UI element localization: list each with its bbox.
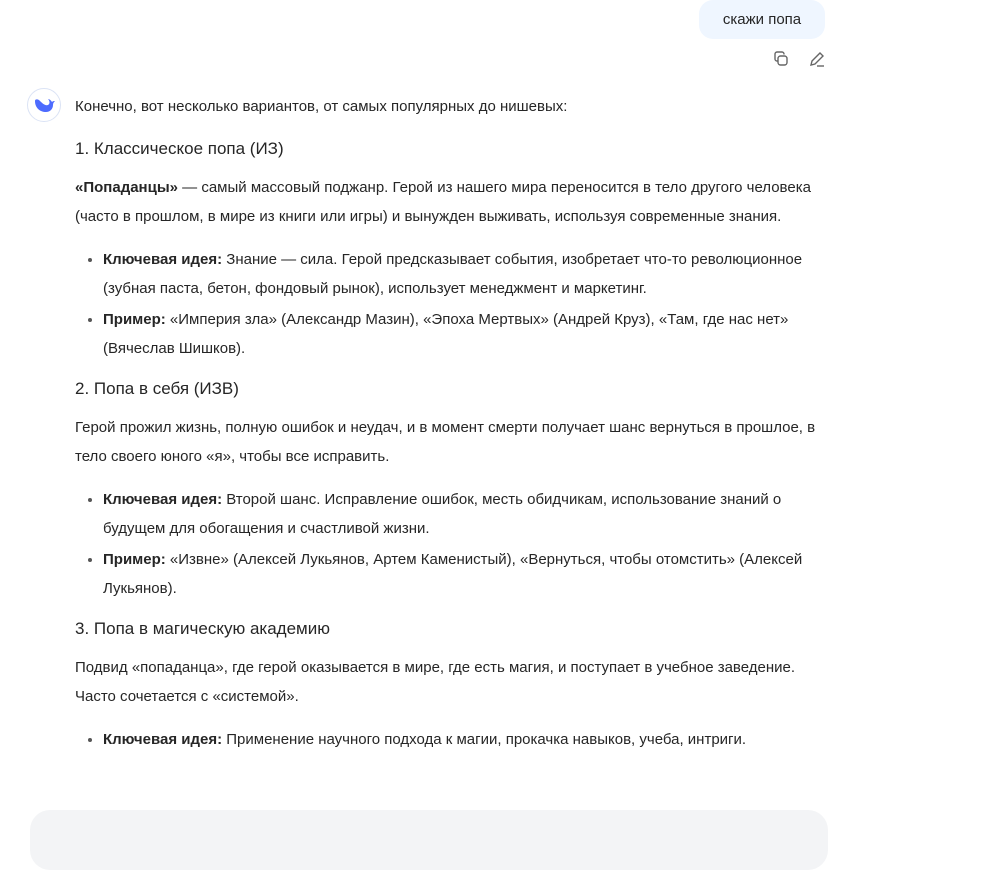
bullet-label: Пример:	[103, 311, 166, 328]
message-actions	[770, 48, 828, 70]
bullet-label: Пример:	[103, 551, 166, 568]
whale-logo-icon	[33, 96, 55, 114]
bullet-text: Знание — сила. Герой предсказывает события, изобретает что-то революционное (зубная паста, бетон, фондовый рынок), использует менеджмент и маркетинг.	[103, 251, 803, 297]
user-message-bubble	[699, 0, 825, 39]
bullet-label: Ключевая идея:	[103, 251, 223, 268]
bullet-label: Ключевая идея:	[103, 731, 223, 748]
section-bullets	[75, 485, 827, 603]
answer-section	[75, 615, 827, 754]
section-term: «Попаданцы»	[75, 179, 178, 196]
list-item	[103, 305, 827, 363]
section-title: 1. Классическое попа (ИЗ)	[75, 139, 284, 158]
list-item	[103, 545, 827, 603]
bullet-text: «Империя зла» (Александр Мазин), «Эпоха Мертвых» (Андрей Круз), «Там, где нас нет» (Вячеслав Шишков).	[103, 311, 789, 357]
answer-section	[75, 375, 827, 603]
section-description	[75, 413, 827, 471]
bullet-text: Второй шанс. Исправление ошибок, месть обидчикам, использование знаний о будущем для обогащения и счастливой жизни.	[103, 491, 782, 537]
list-item	[103, 485, 827, 543]
section-text: Подвид «попаданца», где герой оказывается в мире, где есть магия, и поступает в учебное заведение. Часто сочетается с «системой».	[75, 659, 796, 705]
section-bullets	[75, 245, 827, 363]
assistant-avatar	[27, 88, 61, 122]
section-bullets	[75, 725, 827, 754]
section-description	[75, 653, 827, 711]
bullet-label: Ключевая идея:	[103, 491, 223, 508]
section-title: 2. Попа в себя (ИЗВ)	[75, 379, 239, 398]
section-title: 3. Попа в магическую академию	[75, 619, 330, 638]
bullet-text: «Извне» (Алексей Лукьянов, Артем Каменистый), «Вернуться, чтобы отомстить» (Алексей Лукьянов).	[103, 551, 803, 597]
answer-section	[75, 135, 827, 363]
assistant-answer	[75, 92, 827, 766]
list-item	[103, 245, 827, 303]
answer-intro: Конечно, вот несколько вариантов, от самых популярных до нишевых:	[75, 98, 568, 115]
list-item	[103, 725, 827, 754]
edit-icon[interactable]	[806, 48, 828, 70]
section-text: Герой прожил жизнь, полную ошибок и неудач, и в момент смерти получает шанс вернуться в прошлое, в тело своего юного «я», чтобы все исправить.	[75, 419, 816, 465]
section-description	[75, 173, 827, 231]
bullet-text: Применение научного подхода к магии, прокачка навыков, учеба, интриги.	[222, 731, 747, 748]
message-input[interactable]	[30, 810, 828, 870]
section-text: — самый массовый поджанр. Герой из нашего мира переносится в тело другого человека (часто в прошлом, в мире из книги или игры) и вынужден выживать, используя современные знания.	[75, 179, 811, 225]
copy-icon[interactable]	[770, 48, 792, 70]
user-message-text: скажи попа	[722, 11, 802, 28]
